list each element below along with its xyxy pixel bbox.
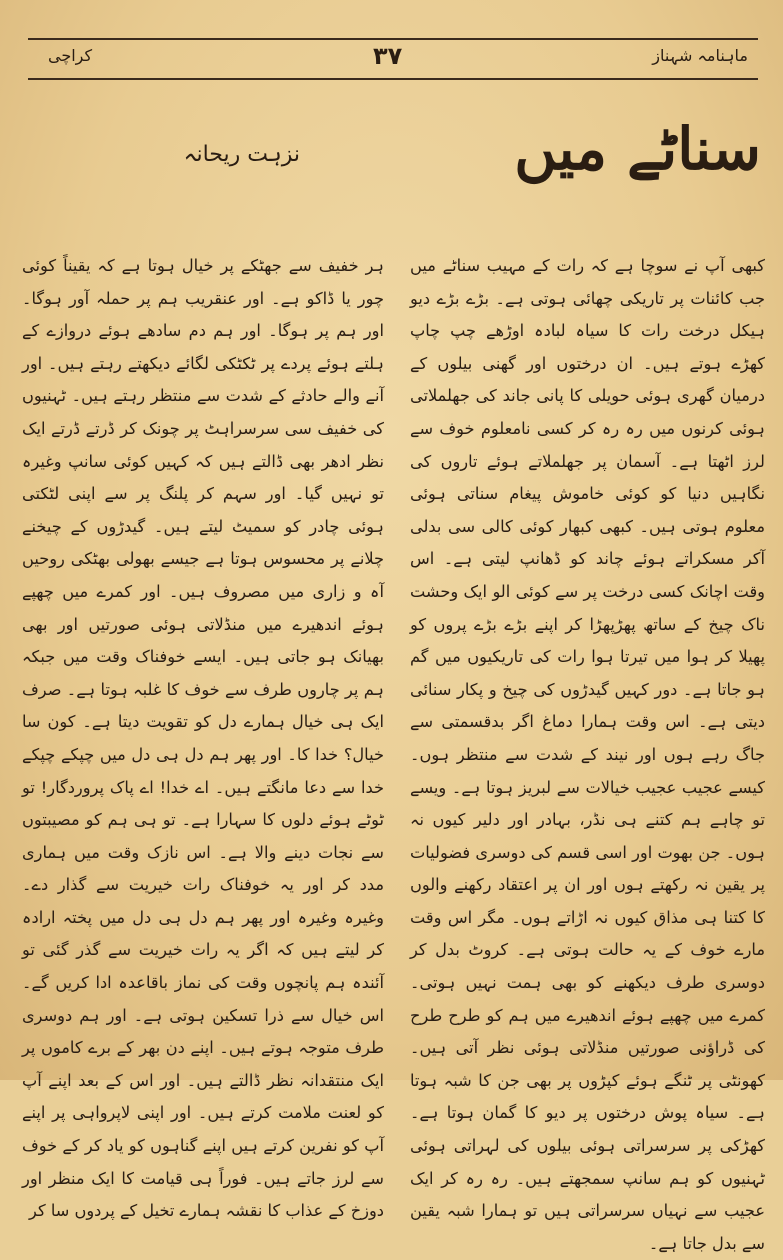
header-city: کراچی [48,46,93,65]
text-column-left [22,250,384,1221]
header-top-rule [28,38,758,40]
column-left-text: ہر خفیف سے جھٹکے پر خیال ہوتا ہے کہ یقیناً کوئی چور یا ڈاکو ہے۔ اور عنقریب ہم پر حملہ آور ہوگا۔ اور ہم پر ہوگا۔ اور ہم دم سادھے ہوئے دروازے کے ہلتے ہوئے پردے پر ٹکٹکی لگائے دیکھتے رہتے ہیں۔ اور آنے والے حادثے کے شدت سے منتظر رہتے ہیں۔ ٹہنیوں کی خفیف سی سرسراہٹ پر چونک کر ڈرتے ڈرتے ایک نظر ادھر بھی ڈالتے ہیں کہ کہیں کوئی سانپ وغیرہ تو نہیں گیا۔ اور سہم کر پلنگ پر سے اپنی لٹکتی ہوئی چادر کو سمیٹ لیتے ہیں۔ گیدڑوں کے چیخنے چلانے پر محسوس ہوتا ہے جیسے بھولی بھٹکی روحیں آہ و زاری میں مصروف ہیں۔ اور کمرے میں چھپے ہوئے اندھیرے میں منڈلاتی ہوئی صورتیں اور بھی بھیانک ہو جاتی ہیں۔ ایسے خوفناک وقت میں جبکہ ہم پر چاروں طرف سے خوف کا غلبہ ہوتا ہے۔ صرف ایک ہی خیال ہمارے دل کو تقویت دیتا ہے۔ کون سا خیال؟ خدا کا۔ اور پھر ہم دل ہی دل میں چپکے چپکے خدا سے دعا مانگتے ہیں۔ اے خدا! اے پاک پروردگار! تو ٹوٹے ہوئے دلوں کا سہارا ہے۔ تو ہی ہم کو مصیبتوں سے نجات دینے والا ہے۔ اس نازک وقت میں ہماری مدد کر اور یہ خوفناک رات خیریت سے گذار دے۔ وغیرہ وغیرہ اور پھر ہم دل ہی دل میں پختہ ارادہ کر لیتے ہیں کہ اگر یہ رات خیریت سے گذر گئی تو آئندہ ہم پانچوں وقت کی نماز باقاعدہ ادا کریں گے۔ اس خیال سے ذرا تسکین ہوتی ہے۔ اور ہم دوسری طرف متوجہ ہوتے ہیں۔ اپنے دن بھر کے برے کاموں پر ایک منتقدانہ نظر ڈالتے ہیں۔ اور اس کے بعد اپنے آپ کو لعنت ملامت کرتے ہیں۔ اور اپنی لاپرواہی پر اپنے آپ کو نفرین کرتے ہیں اپنے گناہوں کو یاد کر کے خوف سے لرز جاتے ہیں۔ فوراً ہی قیامت کا ایک منظر اور دوزخ کے عذاب کا نقشہ ہمارے تخیل کے پردوں سا کر [22,256,384,1221]
magazine-name: ماہنامہ شہناز [652,46,748,65]
page-number: ۳۷ [373,42,403,70]
article-title: سناٹے میں [514,115,761,183]
text-column-right [410,250,765,1253]
page-header [28,28,758,88]
column-right-text: کبھی آپ نے سوچا ہے کہ رات کے مہیب سناٹے میں جب کائنات پر تاریکی چھائی ہوتی ہے۔ بڑے بڑے دیو ہیکل درخت رات کا سیاہ لبادہ اوڑھے چپ چاپ کھڑے ہوتے ہیں۔ ان درختوں اور گھنی بیلوں کے درمیان گھری ہوئی حویلی کا پانی جاند کی جھلملاتی ہوئی کرنوں میں رہ رہ کر کسی نامعلوم خوف سے لرز اٹھتا ہے۔ آسمان پر جھلملاتے ہوئے تاروں کی نگاہیں دنیا کو کوئی خاموش پیغام سناتی ہوئی معلوم ہوتی ہیں۔ کبھی کبھار کوئی کالی سی بدلی آکر مسکراتے ہوئے چاند کو ڈھانپ لیتی ہے۔ اس وقت اچانک کسی درخت پر سے کوئی الو ایک وحشت ناک چیخ کے ساتھ پھڑپھڑا کر اپنے بڑے بڑے پروں کو پھیلا کر ہوا میں تیرتا ہوا رات کی تاریکیوں میں گم ہو جاتا ہے۔ دور کہیں گیدڑوں کی چیخ و پکار سنائی دیتی ہے۔ اس وقت ہمارا دماغ اگر بدقسمتی سے جاگ رہے ہوں اور نیند کے شدت سے منتظر ہوں۔ کیسے عجیب عجیب خیالات سے لبریز ہوتا ہے۔ ویسے تو چاہے ہم کتنے ہی نڈر، بہادر اور دلیر کیوں نہ ہوں۔ جن بھوت اور اسی قسم کی دوسری فضولیات پر یقین نہ رکھتے ہوں اور ان پر اعتقاد رکھنے والوں کا کتنا ہی مذاق کیوں نہ اڑاتے ہوں۔ مگر اس وقت مارے خوف کے یہ حالت ہوتی ہے۔ کروٹ بدل کر دوسری طرف دیکھنے کو بھی ہمت نہیں ہوتی۔ کمرے میں چھپے ہوئے اندھیرے میں ہم کو طرح طرح کی ڈراؤنی صورتیں منڈلاتی ہوئی نظر آتی ہیں۔ کھونٹی پر ٹنگے ہوئے کپڑوں پر بھی جن کا شبہ ہوتا ہے۔ سیاہ پوش درختوں پر دیو کا گمان ہوتا ہے۔ کھڑکی پر سرسراتی ہوئی بیلوں کی لہراتی ہوئی ٹہنیوں کو ہم سانپ سمجھتے ہیں۔ رہ رہ کر ایک عجیب سے نہیاں سرسراتی ہیں تو ہمارا شبہ یقین سے بدل جاتا ہے۔ [410,256,765,1253]
article-author: نزہت ریحانہ [183,142,300,167]
header-bottom-rule [28,78,758,80]
